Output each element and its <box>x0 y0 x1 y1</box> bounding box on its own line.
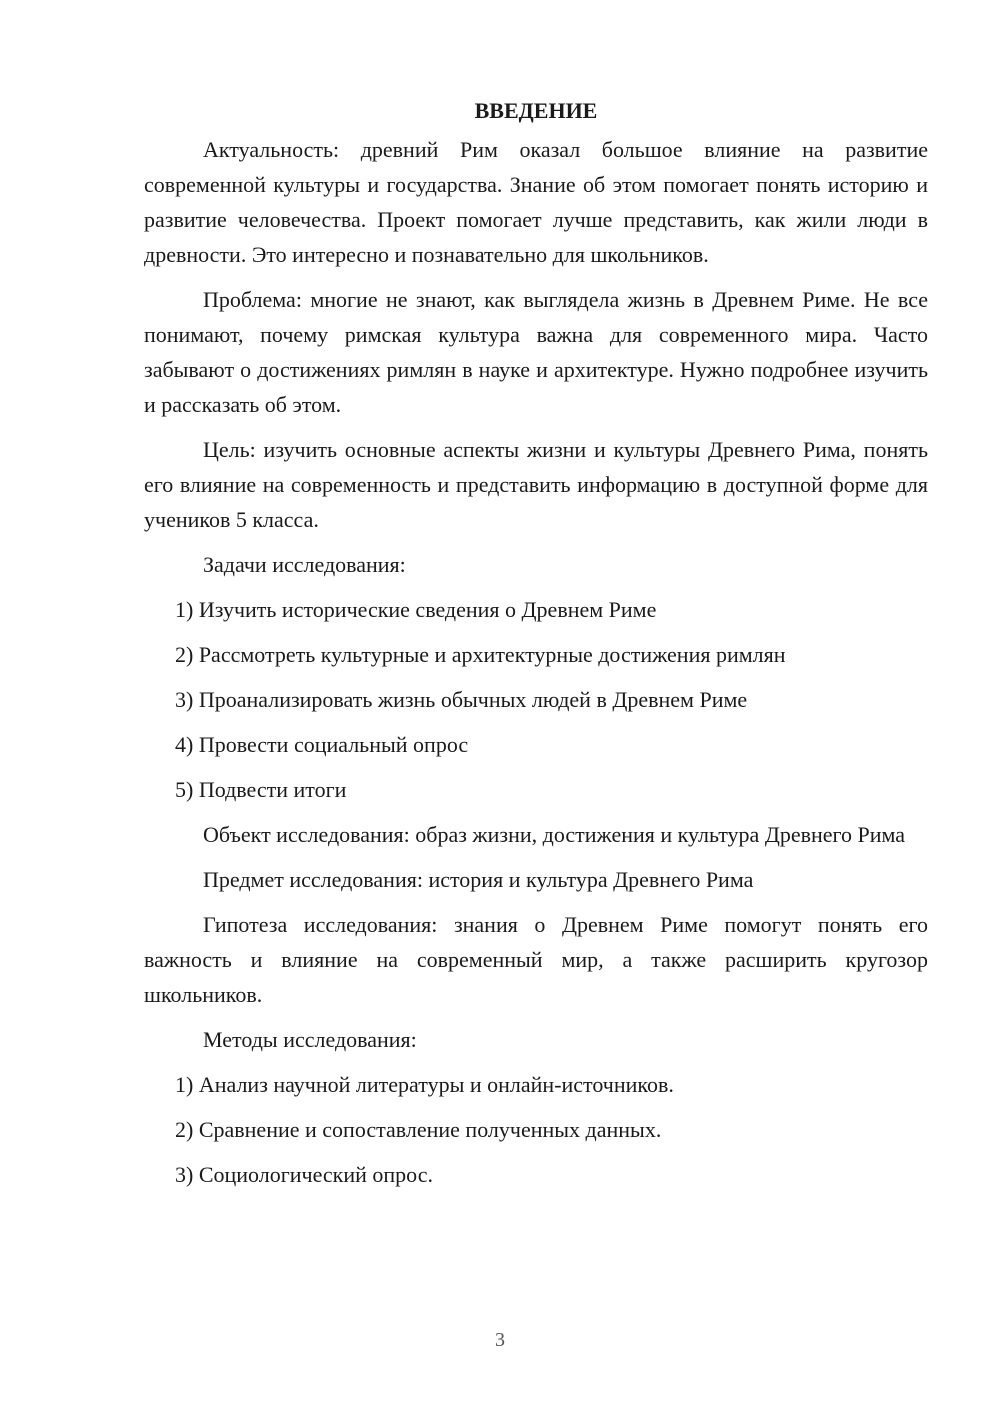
methods-list <box>144 1067 928 1192</box>
methods-heading: Методы исследования: <box>203 1027 417 1052</box>
task-item: 1) Изучить исторические сведения о Древнем Риме <box>175 597 657 622</box>
method-item: 1) Анализ научной литературы и онлайн-источников. <box>175 1072 674 1097</box>
problem-paragraph: Проблема: многие не знают, как выглядела жизнь в Древнем Риме. Не все понимают, почему римская культура важна для современного мира. Часто забывают о достижениях римлян в науке и архитектуре. Нужно подробнее изучить и рассказать об этом. <box>144 287 928 417</box>
method-item: 3) Социологический опрос. <box>175 1162 433 1187</box>
relevance-paragraph: Актуальность: древний Рим оказал большое влияние на развитие современной культуры и государства. Знание об этом помогает понять историю и развитие человечества. Проект помогает лучше представить, как жили люди в древности. Это интересно и познавательно для школьников. <box>144 137 928 267</box>
task-item: 5) Подвести итоги <box>175 777 347 802</box>
task-item: 4) Провести социальный опрос <box>175 732 469 757</box>
hypothesis-paragraph: Гипотеза исследования: знания о Древнем Риме помогут понять его важность и влияние на современный мир, а также расширить кругозор школьников. <box>144 912 928 1007</box>
tasks-heading: Задачи исследования: <box>203 552 406 577</box>
task-item: 2) Рассмотреть культурные и архитектурные достижения римлян <box>175 642 786 667</box>
tasks-list <box>144 592 928 807</box>
subject-paragraph: Предмет исследования: история и культура Древнего Рима <box>203 867 754 892</box>
page-number: 3 <box>495 1329 505 1351</box>
document-page <box>144 96 928 1202</box>
section-title: ВВЕДЕНИЕ <box>474 98 598 123</box>
method-item: 2) Сравнение и сопоставление полученных данных. <box>175 1117 662 1142</box>
task-item: 3) Проанализировать жизнь обычных людей в Древнем Риме <box>175 687 748 712</box>
goal-paragraph: Цель: изучить основные аспекты жизни и культуры Древнего Рима, понять его влияние на современность и представить информацию в доступной форме для учеников 5 класса. <box>144 437 928 532</box>
object-paragraph: Объект исследования: образ жизни, достижения и культура Древнего Рима <box>203 822 906 847</box>
